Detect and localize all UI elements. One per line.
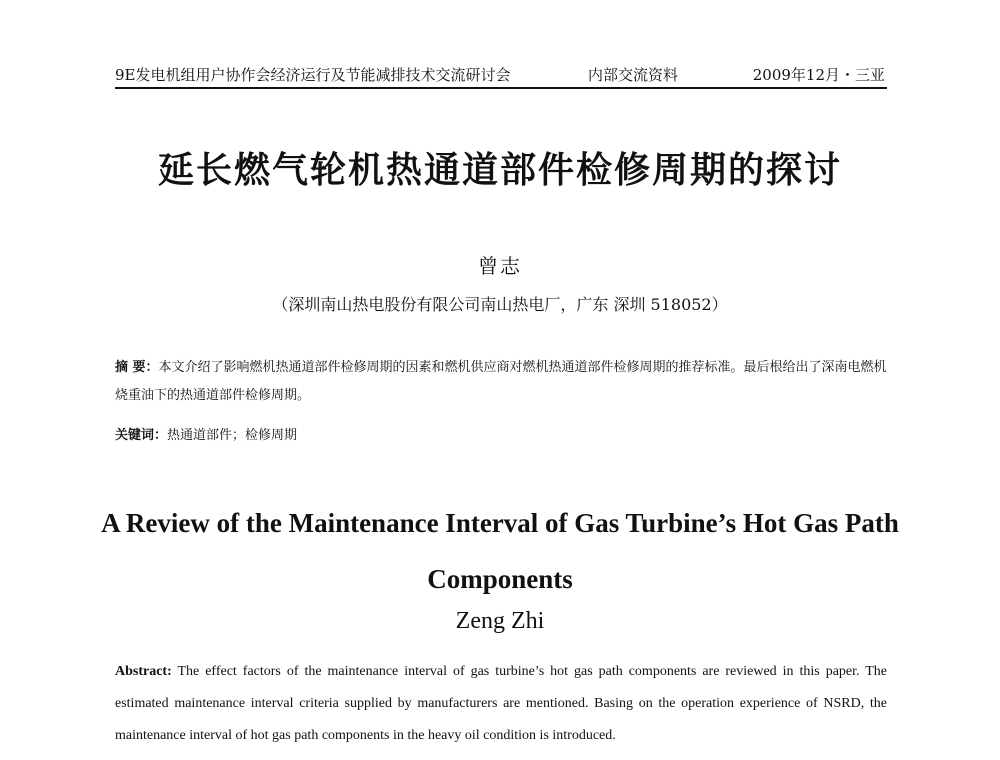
english-abstract [115, 656, 887, 752]
english-author: Zeng Zhi [455, 608, 545, 634]
chinese-author: 曾志 [478, 254, 522, 278]
english-abstract-label: Abstract: [115, 664, 172, 679]
running-header [115, 64, 887, 86]
english-abstract-text: The effect factors of the maintenance interval of gas turbine’s hot gas path components are reviewed in this paper. The estimated maintenance interval criteria supplied by manufacturers are mentioned. Basing on the operation experience of NSRD, the maintenance interval of hot gas path components in the heavy oil condition is introduced. [115, 664, 887, 743]
english-title: A Review of the Maintenance Interval of Gas Turbine’s Hot Gas Path Components [101, 508, 899, 594]
header-divider [115, 87, 887, 89]
header-conference-name: 9E发电机组用户协作会经济运行及节能减排技术交流研讨会 [115, 66, 511, 84]
chinese-keywords-text: 热通道部件；检修周期 [167, 428, 298, 443]
header-document-type: 内部交流资料 [588, 66, 679, 84]
chinese-title: 延长燃气轮机热通道部件检修周期的探讨 [157, 150, 842, 191]
chinese-affiliation: （深圳南山热电股份有限公司南山热电厂，广东 深圳 518052） [272, 295, 728, 314]
chinese-abstract-label: 摘 要： [115, 360, 159, 375]
chinese-keywords [115, 424, 887, 448]
chinese-abstract [115, 354, 887, 410]
chinese-keywords-label: 关键词： [115, 428, 168, 443]
header-date-location: 2009年12月・三亚 [752, 66, 885, 84]
chinese-abstract-text: 本文介绍了影响燃机热通道部件检修周期的因素和燃机供应商对燃机热通道部件检修周期的推荐标准。最后根给出了深南电燃机烧重油下的热通道部件检修周期。 [115, 360, 887, 403]
